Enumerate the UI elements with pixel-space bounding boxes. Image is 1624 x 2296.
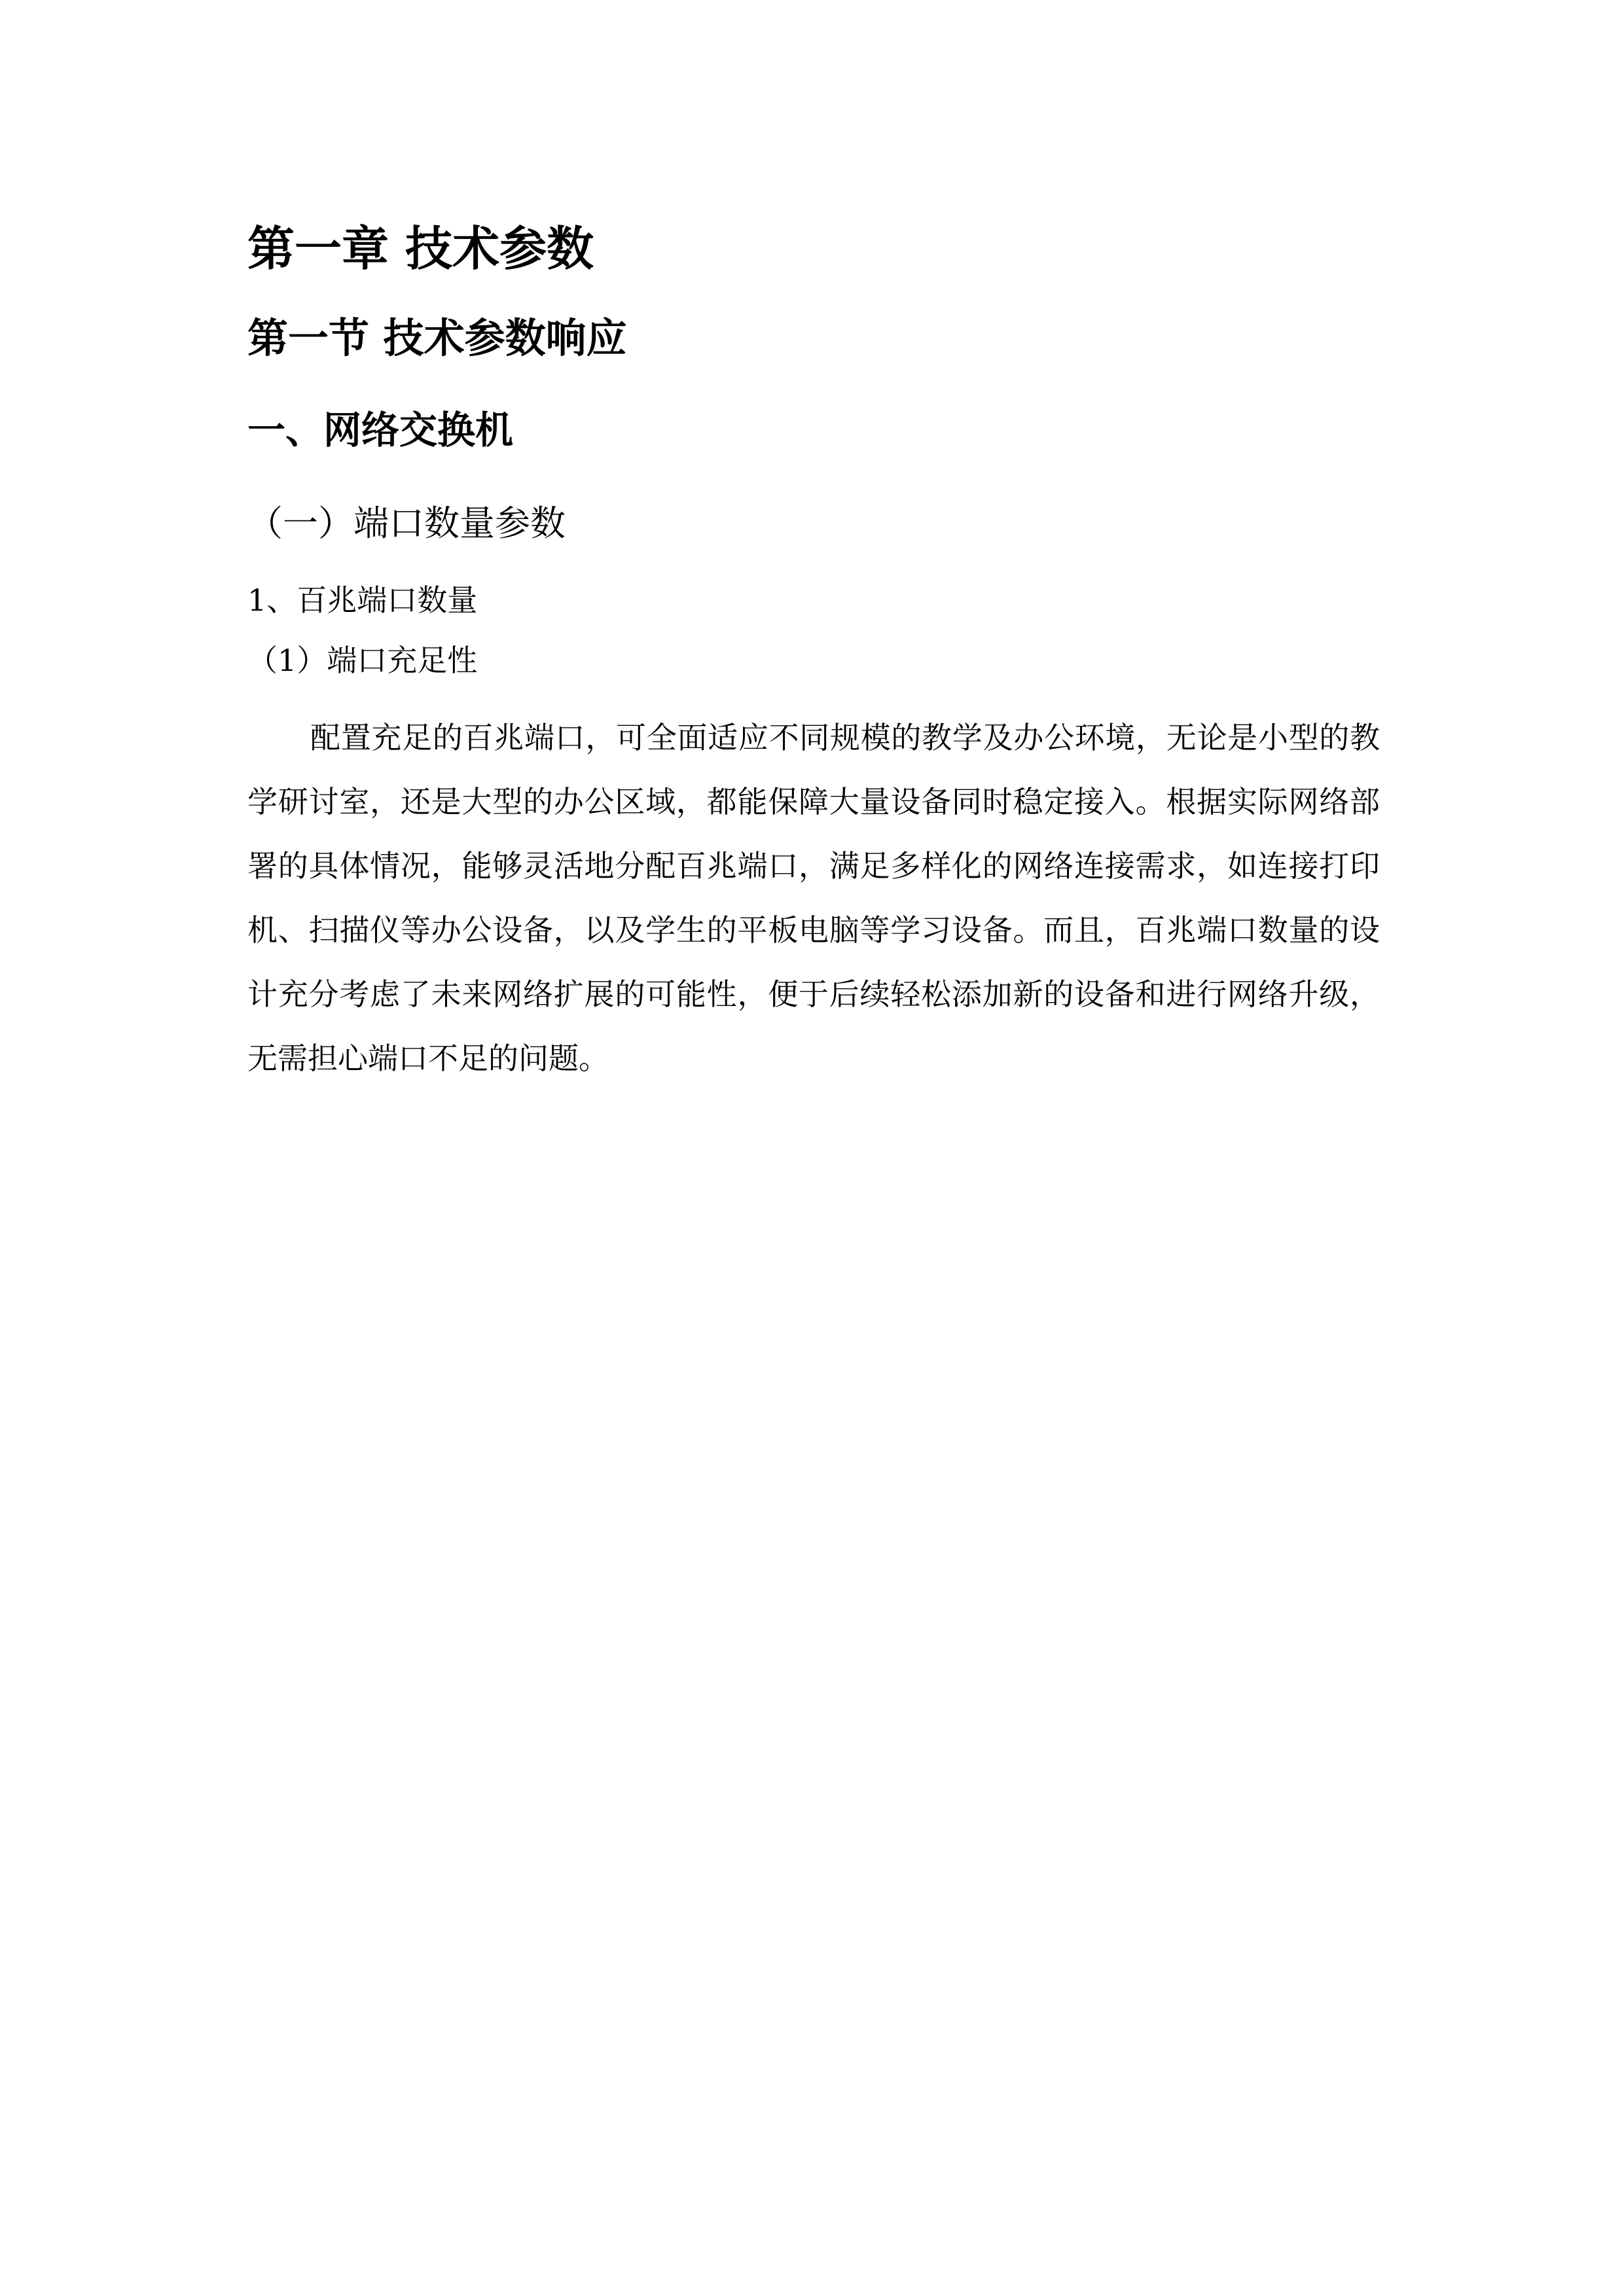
subsubsection-title: （一）端口数量参数 — [247, 503, 566, 544]
item-title: 1、百兆端口数量 — [247, 583, 478, 618]
body-paragraph: 配置充足的百兆端口，可全面适应不同规模的教学及办公环境，无论是小型的教学研讨室，还是大型的办公区域，都能保障大量设备同时稳定接入。根据实际网络部署的具体情况，能够灵活地分配百兆端口，满足多样化的网络连接需求，如连接打印机、扫描仪等办公设备，以及学生的平板电脑等学习设备。而且，百兆端口数量的设计充分考虑了未来网络扩展的可能性，便于后续轻松添加新的设备和进行网络升级，无需担心端口不足的问题。 — [247, 720, 1380, 1076]
document-content — [247, 216, 1380, 1090]
subitem-title: （1）端口充足性 — [247, 643, 478, 678]
section-title: 第一节 技术参数响应 — [247, 314, 627, 362]
chapter-title: 第一章 技术参数 — [247, 221, 594, 276]
subsection-title: 一、网络交换机 — [247, 408, 514, 452]
